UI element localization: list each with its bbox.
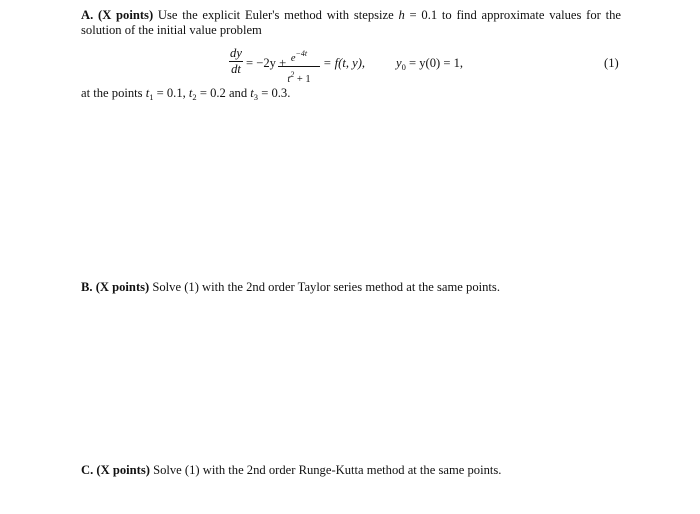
part-a-text: Use the explicit Euler's method with stepsize — [157, 8, 394, 22]
equation-number: (1) — [604, 56, 619, 70]
initial-var: y — [396, 56, 402, 70]
t3-sub: 3 — [253, 92, 259, 102]
equation-middle: = −2y + — [246, 56, 287, 70]
evaluation-points — [81, 86, 621, 105]
part-c-question — [81, 463, 621, 478]
part-a-label: A. (X points) — [81, 8, 154, 22]
part-c-label: C. (X points) — [81, 463, 150, 477]
points-prefix: at the points — [81, 86, 146, 100]
exp-exponent: −4t — [295, 49, 308, 58]
derivative-numerator: dy — [230, 46, 242, 60]
stepsize-value-text: = 0.1 to find approximate values for the solution of the initial value problem — [81, 8, 621, 37]
fraction-bar — [278, 66, 320, 67]
initial-sub: 0 — [401, 62, 406, 72]
part-b-question — [81, 280, 621, 295]
stepsize-variable: h — [398, 8, 405, 22]
source-numerator — [278, 47, 320, 65]
t1-var: t — [145, 86, 150, 100]
source-denominator — [278, 68, 320, 86]
part-c-text: Solve (1) with the 2nd order Runge-Kutta method at the same points. — [149, 463, 502, 477]
t1-sub: 1 — [149, 92, 154, 102]
t2-var: t — [188, 86, 193, 100]
source-fraction — [278, 47, 320, 86]
derivative-denominator: dt — [231, 62, 241, 76]
den-exponent: 2 — [290, 70, 295, 79]
den-base: t — [287, 74, 291, 85]
equation-function: = f(t, y), — [323, 56, 366, 70]
derivative-fraction — [229, 47, 243, 76]
exp-base: e — [290, 53, 296, 64]
initial-condition — [396, 56, 463, 74]
initial-tail: = y(0) = 1, — [405, 56, 464, 70]
t1-value: = 0.1, — [153, 86, 189, 100]
den-tail: + 1 — [294, 74, 311, 85]
t2-sub: 2 — [192, 92, 197, 102]
part-b-text: Solve (1) with the 2nd order Taylor series method at the same points. — [149, 280, 500, 294]
t2-value: = 0.2 and — [196, 86, 251, 100]
part-a-question — [81, 8, 621, 38]
t3-value: = 0.3. — [258, 86, 291, 100]
t3-var: t — [250, 86, 254, 100]
ode-equation — [0, 46, 700, 85]
part-b-label: B. (X points) — [81, 280, 150, 294]
